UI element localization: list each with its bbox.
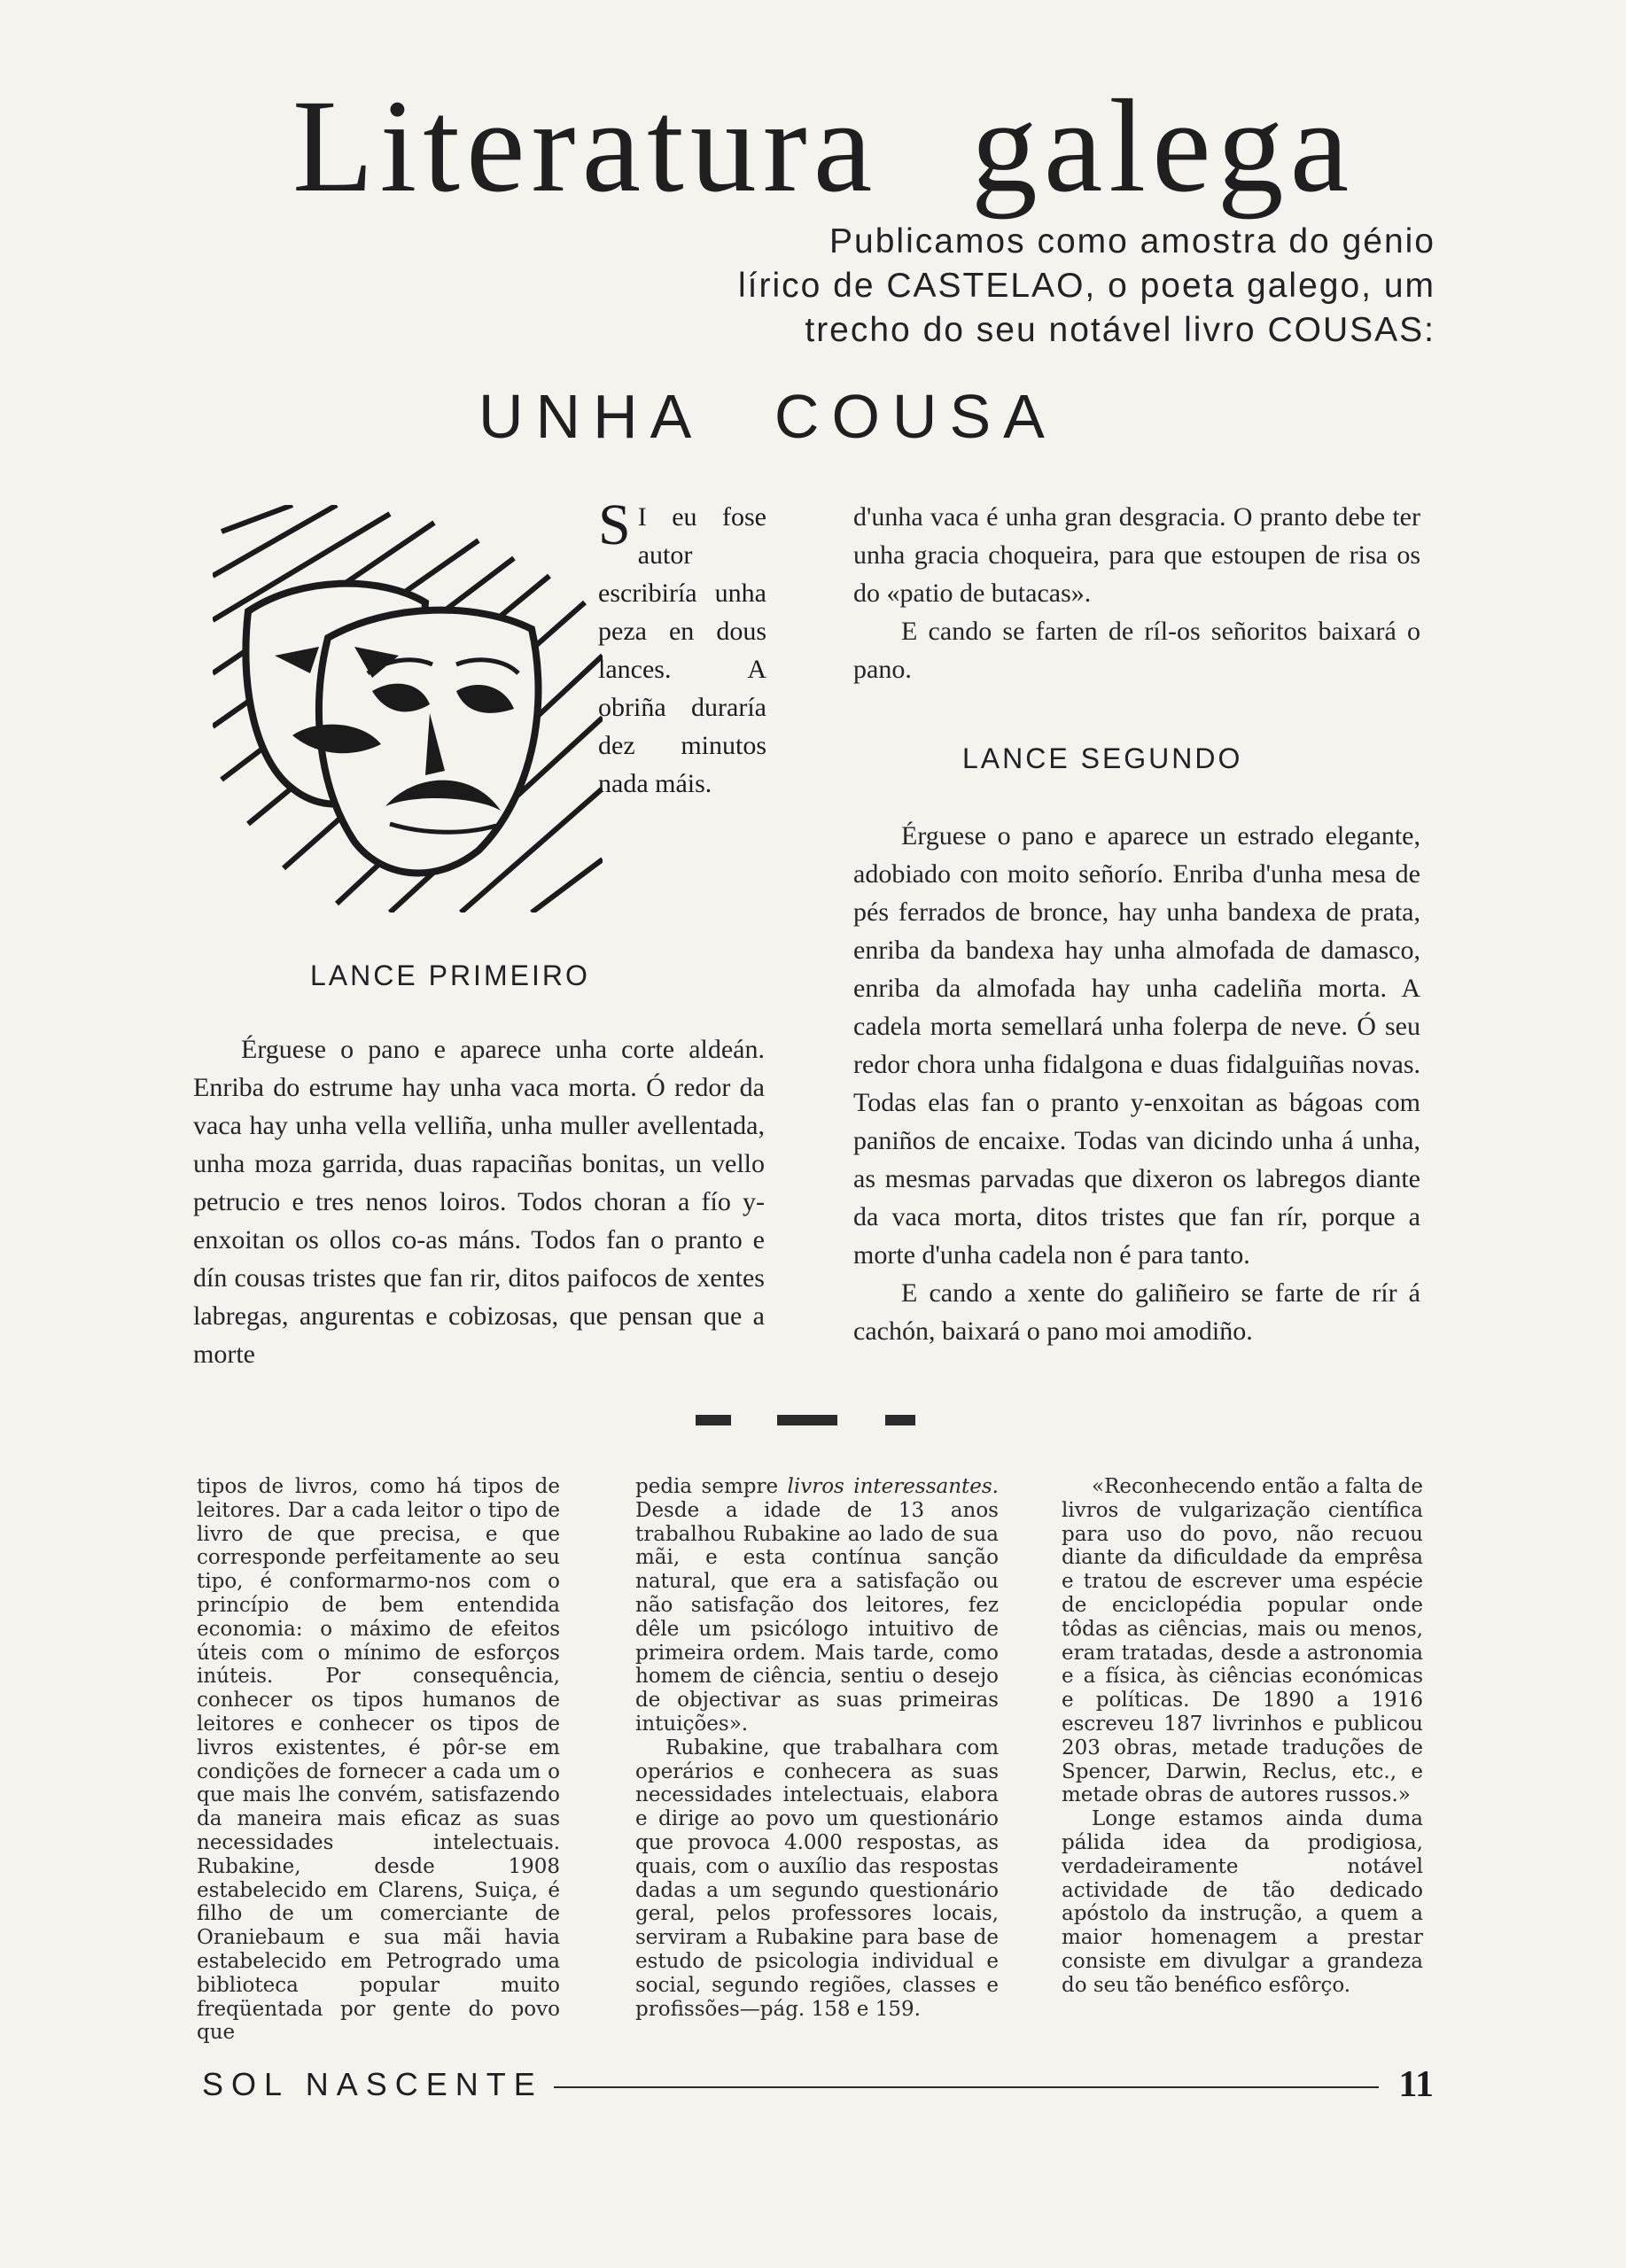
- paragraph: d'unha vaca é unha gran desgracia. O pranto debe ter unha gracia choqueira, para que estoupen de risa os do «patio de butacas».: [853, 502, 1420, 608]
- story-title: UNHA COUSA: [478, 382, 1057, 451]
- intro-text: [585, 220, 1435, 353]
- paragraph: «Reconhecendo então a falta de livros de vulgarização científica para uso do povo, não recuou diante da dificuldade da emprêsa e tratou de escrever uma espécie de enciclopédia popular onde tôdas as ciências, mais ou menos, eram tratadas, desde a astronomia e a física, às ciências económicas e políticas. De 1890 a 1916 escreveu 187 livrinhos e publicou 203 obras, metade traduções de Spencer, Darwin, Reclus, etc., e metade obras de autores russos.»: [1062, 1475, 1423, 1807]
- paragraph: E cando a xente do galiñeiro se farte de rír á cachón, baixará o pano moi amodiño.: [853, 1278, 1420, 1346]
- theatre-masks-icon: [213, 505, 603, 913]
- paragraph: Érguese o pano e aparece un estrado elegante, adobiado con moito señorío. Enriba d'unha mesa de pés ferrados de bronce, hay unha bandexa de prata, enriba da bandexa hay unha almofada de damasco, enriba da almofada hay unha cadeliña morta. A cadela morta semellará unha folerpa de neve. Ó seu redor chora unha fidalgona e duas fidalguiñas novas. Todas elas fan o pranto y-enxoitan as bágoas com paniños de encaixe. Todas van dicindo unha á unha, as mesmas parvadas que dixeron os labregos diante da vaca morta, ditos tristes que fan rír, porque a morte d'unha cadela non é para tanto.: [853, 821, 1420, 1270]
- paragraph: E cando se farten de ríl-os señoritos baixará o pano.: [853, 617, 1420, 684]
- page-number: 11: [1398, 2064, 1434, 2105]
- article-column-3: [1062, 1475, 1423, 1998]
- story-continuation: [853, 498, 1420, 688]
- text-run: Desde a idade de 13 anos trabalhou Rubakine ao lado de sua mãi, e esta contínua sanção natural, que era a satisfação ou não satisfação dos leitores, fez dêle um psicólogo intuitivo de primeira ordem. Mais tarde, como homem de ciência, sentiu o desejo de objectivar as suas primeiras intuições».: [635, 1498, 999, 1736]
- divider-dash: [885, 1415, 915, 1425]
- opening-text: I eu fose autor escribiría unha peza en dous lances. A obriña duraría dez minutos nada máis.: [598, 502, 766, 798]
- story-opening: [598, 493, 766, 803]
- paragraph: tipos de livros, como há tipos de leitores. Dar a cada leitor o tipo de livro de que precisa, e que corresponde perfeitamente ao seu tipo, é conformarmo-nos com o princípio de bem entendida economia: o máximo de efeitos úteis com o mínimo de esforços inúteis. Por consequência, conhecer os tipos humanos de leitores e conhecer os tipos de livros existentes, é pôr-se em condições de fornecer a cada um o que mais lhe convém, satisfazendo da maneira mais eficaz as suas necessidades intelectuais. Rubakine, desde 1908 estabelecido em Clarens, Suiça, é filho de um comerciante de Oraniebaum e sua mãi havia estabelecido em Petrogrado uma biblioteca popular muito freqüentada por gente do povo que: [197, 1475, 560, 2045]
- drop-cap: S: [598, 493, 631, 557]
- text-run: pedia sempre: [635, 1475, 788, 1498]
- italic-run: livros interessantes.: [787, 1475, 999, 1498]
- page-footer: [202, 2062, 1434, 2107]
- footer-rule: [554, 2086, 1380, 2088]
- paragraph: Longe estamos ainda duma pálida idea da prodigiosa, verdadeiramente notável actividade de tão dedicado apóstolo da instrução, a quem a maior homenagem a prestar consiste em divulgar a grandeza do seu tão benéfico esfôrço.: [1062, 1807, 1423, 1997]
- publication-name: SOL NASCENTE: [202, 2066, 543, 2102]
- article-column-1: [197, 1475, 560, 2045]
- intro-line: lírico de CASTELAO, o poeta galego, um: [737, 267, 1435, 305]
- paragraph: Rubakine, que trabalhara com operários e conhecera as suas necessidades intelectuais, elabora e dirige ao povo um questionário que provoca 4.000 respostas, as quais, com o auxílio das respostas dadas a um segundo questionário geral, pelos professores locais, serviram a Rubakine para base de estudo de psicologia individual e social, segundo regiões, classes e profissões—pág. 158 e 159.: [635, 1736, 999, 2021]
- paragraph: [635, 1475, 999, 1736]
- section-divider: [696, 1415, 917, 1427]
- lance-segundo-heading: LANCE SEGUNDO: [962, 742, 1243, 774]
- divider-dash: [696, 1415, 731, 1425]
- intro-line: Publicamos como amostra do génio: [829, 222, 1435, 260]
- lance-primeiro-text: Érguese o pano e aparece unha corte aldeán. Enriba do estrume hay unha vaca morta. Ó redor da vaca hay unha vella velliña, unha muller avellentada, unha moza garrida, duas rapaciñas bonitas, un vello petrucio e tres nenos loiros. Todos choran a fío y-enxoitan os ollos co-as máns. Todos fan o pranto e dín cousas tristes que fan rir, ditos paifocos de xentes labregas, angurentas e cobizosas, que pensan que a morte: [193, 1035, 765, 1369]
- intro-line: trecho do seu notável livro COUSAS:: [805, 311, 1435, 349]
- lance-primeiro-heading: LANCE PRIMEIRO: [310, 959, 590, 991]
- page-title: Literatura galega: [292, 73, 1356, 220]
- divider-dash: [777, 1415, 837, 1425]
- article-column-2: [635, 1475, 999, 2021]
- lance-segundo-text: [853, 817, 1420, 1350]
